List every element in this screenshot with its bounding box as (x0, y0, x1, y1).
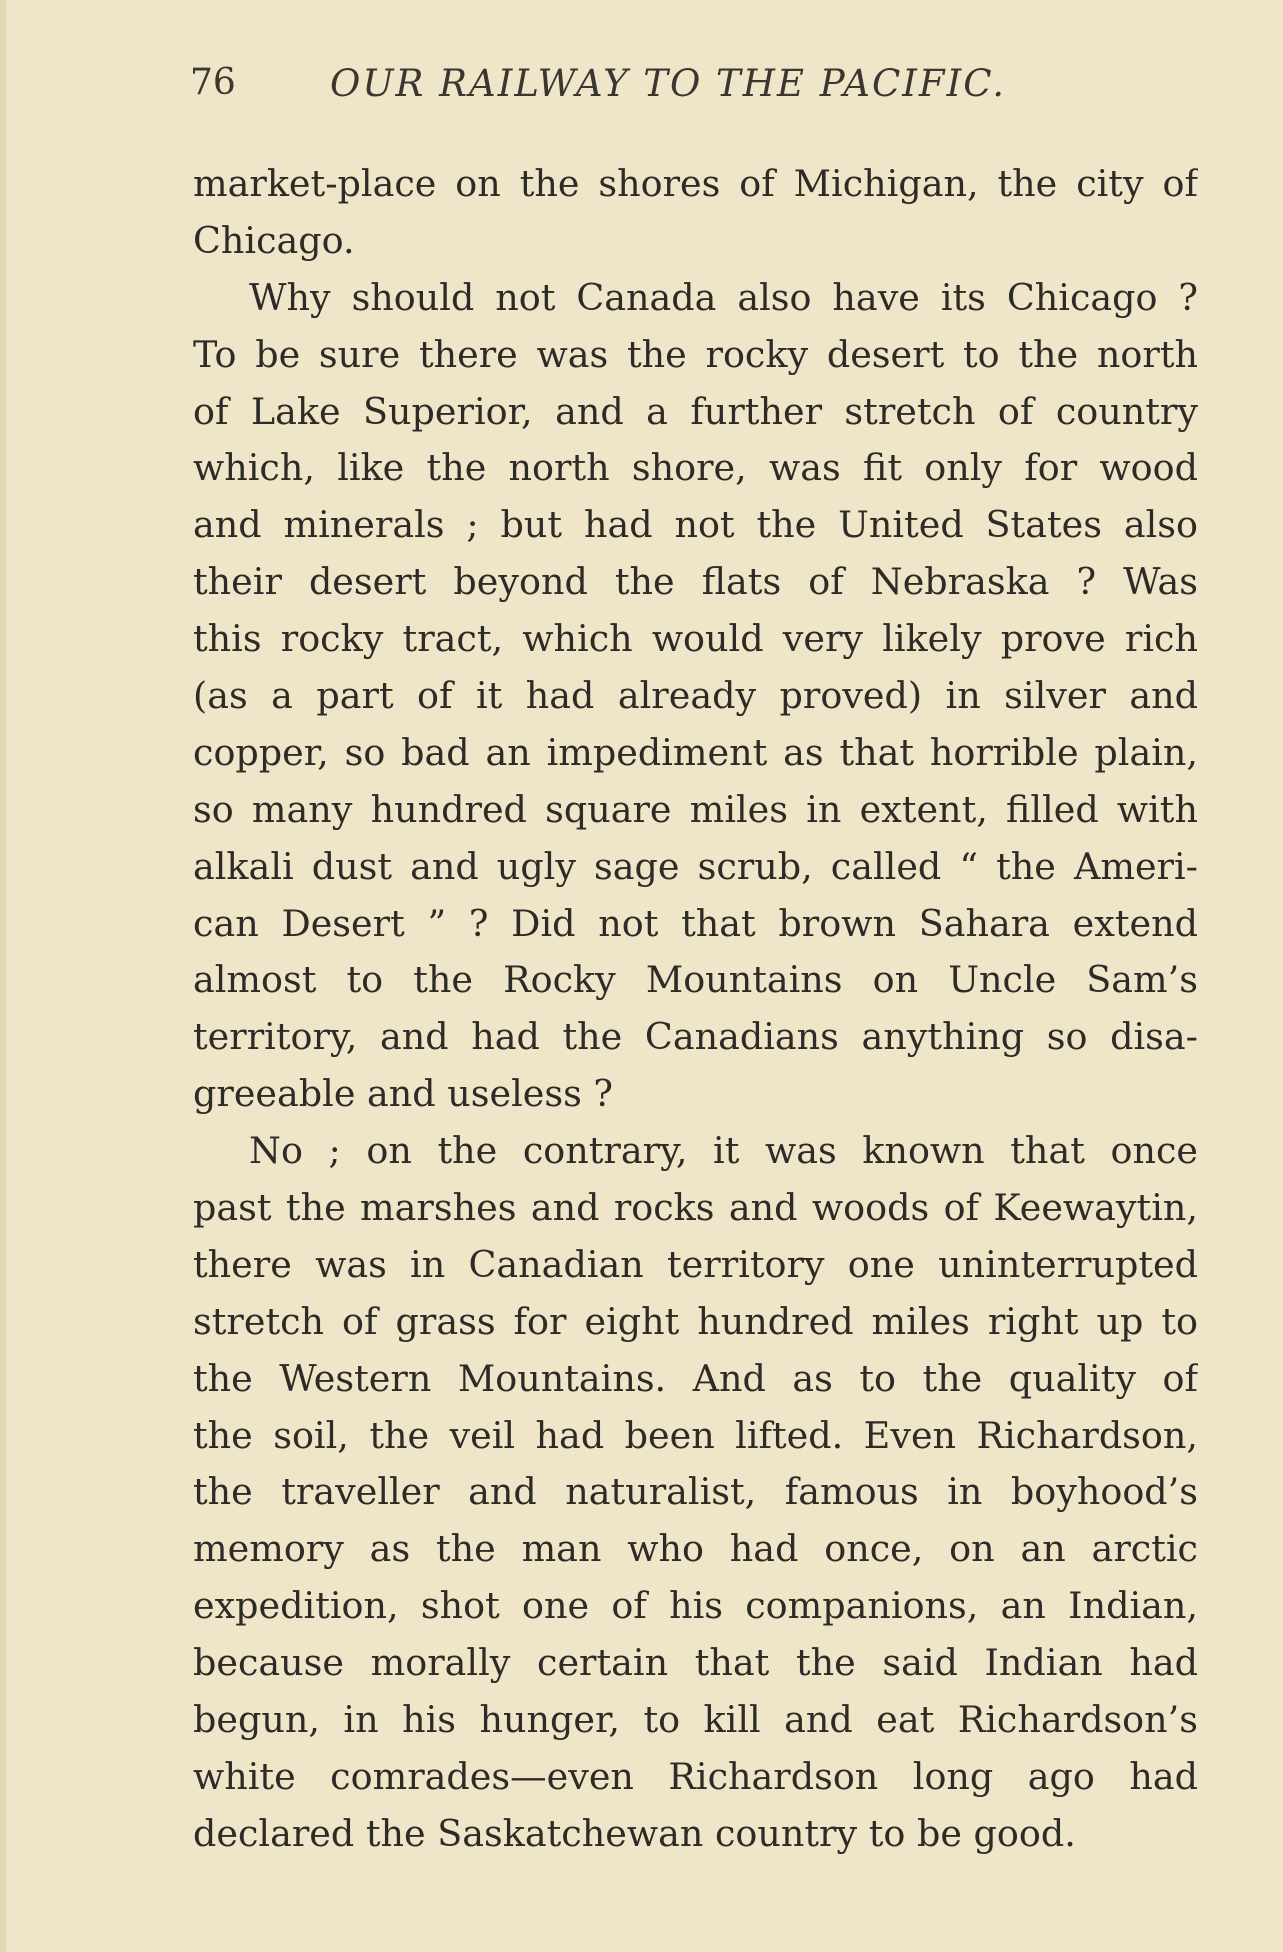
text-line: Chicago. (193, 218, 355, 262)
text-line: because morally certain that the said Indian had (193, 1641, 1198, 1685)
running-head (190, 56, 1090, 116)
body-text (193, 156, 1198, 1863)
text-line: the traveller and naturalist, famous in boyhood’s (193, 1470, 1198, 1514)
text-line: expedition, shot one of his companions, an Indian, (193, 1584, 1198, 1628)
text-line: stretch of grass for eight hundred miles right up to (193, 1299, 1198, 1343)
running-title: OUR RAILWAY TO THE PACIFIC. (330, 62, 1006, 105)
text-line: greeable and useless ? (193, 1072, 613, 1116)
text-line: this rocky tract, which would very likely prove rich (193, 617, 1198, 661)
text-line: declared the Saskatchewan country to be good. (193, 1811, 1076, 1855)
text-line: market-place on the shores of Michigan, the city of (193, 162, 1198, 205)
text-line: white comrades—even Richardson long ago had (193, 1754, 1198, 1798)
text-line: of Lake Superior, and a further stretch of country (193, 389, 1198, 433)
text-line: Why should not Canada also have its Chicago ? (249, 275, 1198, 319)
text-line: No ; on the contrary, it was known that once (249, 1129, 1198, 1173)
text-line: there was in Canadian territory one uninterrupted (193, 1242, 1198, 1286)
text-line: (as a part of it had already proved) in silver and (193, 674, 1198, 718)
page-edge (0, 0, 6, 1952)
text-line: copper, so bad an impediment as that horrible plain, (193, 730, 1198, 774)
text-line: and minerals ; but had not the United States also (193, 503, 1198, 547)
text-line: To be sure there was the rocky desert to the north (193, 332, 1198, 376)
text-line: memory as the man who had once, on an arctic (193, 1527, 1198, 1571)
text-line: which, like the north shore, was fit only for wood (193, 446, 1198, 490)
text-line: alkali dust and ugly sage scrub, called “ the Ameri- (193, 844, 1198, 888)
page-number: 76 (190, 62, 236, 103)
text-line: the soil, the veil had been lifted. Even Richardson, (193, 1413, 1198, 1457)
text-line: can Desert ” ? Did not that brown Sahara extend (193, 901, 1198, 945)
text-line: their desert beyond the flats of Nebraska ? Was (193, 560, 1198, 604)
text-line: begun, in his hunger, to kill and eat Richardson’s (193, 1698, 1198, 1742)
text-line: almost to the Rocky Mountains on Uncle Sam’s (193, 958, 1198, 1002)
text-line: the Western Mountains. And as to the quality of (193, 1356, 1198, 1400)
text-line: past the marshes and rocks and woods of Keewaytin, (193, 1186, 1198, 1230)
text-line: territory, and had the Canadians anything so disa- (193, 1015, 1198, 1059)
text-line: so many hundred square miles in extent, filled with (193, 787, 1198, 831)
